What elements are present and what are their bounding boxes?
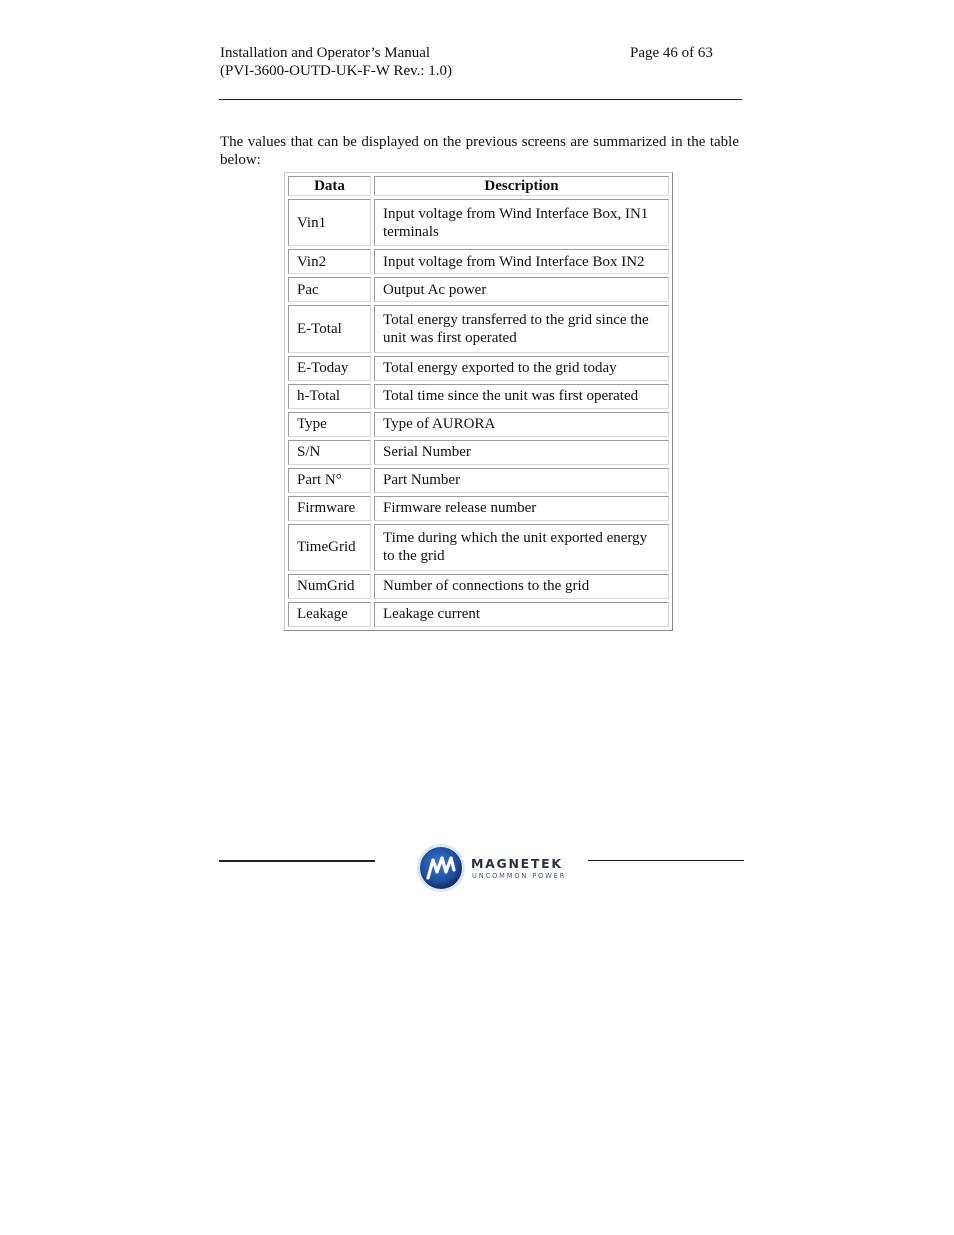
column-header-description: Description xyxy=(374,176,669,196)
cell-description: Input voltage from Wind Interface Box IN2 xyxy=(374,249,669,274)
cell-description: Type of AURORA xyxy=(374,412,669,437)
cell-data: Part N° xyxy=(288,468,371,493)
cell-description: Total energy exported to the grid today xyxy=(374,356,669,381)
cell-description: Total energy transferred to the grid since the unit was first operated xyxy=(374,305,669,352)
table-row xyxy=(288,249,669,274)
cell-description: Output Ac power xyxy=(374,277,669,302)
header-manual-title: Installation and Operator’s Manual xyxy=(220,45,431,61)
cell-data: h-Total xyxy=(288,384,371,409)
cell-data: Pac xyxy=(288,277,371,302)
table-row xyxy=(288,199,669,246)
table-row xyxy=(288,277,669,302)
cell-data: NumGrid xyxy=(288,574,371,599)
table-row xyxy=(288,468,669,493)
data-description-table xyxy=(284,172,673,631)
table-row xyxy=(288,602,669,627)
cell-data: E-Today xyxy=(288,356,371,381)
cell-data: Firmware xyxy=(288,496,371,521)
cell-data: Leakage xyxy=(288,602,371,627)
cell-description: Firmware release number xyxy=(374,496,669,521)
cell-data: Vin1 xyxy=(288,199,371,246)
cell-data: S/N xyxy=(288,440,371,465)
table-row xyxy=(288,496,669,521)
cell-data: Type xyxy=(288,412,371,437)
footer-divider-left xyxy=(219,860,375,862)
header-document-id: (PVI-3600-OUTD-UK-F-W Rev.: 1.0) xyxy=(220,63,453,79)
table-row xyxy=(288,524,669,571)
cell-description: Number of connections to the grid xyxy=(374,574,669,599)
table-row xyxy=(288,412,669,437)
column-header-data: Data xyxy=(288,176,371,196)
cell-description: Part Number xyxy=(374,468,669,493)
cell-data: TimeGrid xyxy=(288,524,371,571)
footer-divider-right xyxy=(588,860,744,861)
cell-description: Leakage current xyxy=(374,602,669,627)
logo-name: MAGNETEK xyxy=(471,856,563,871)
table-header-row xyxy=(288,176,669,196)
intro-paragraph: The values that can be displayed on the previous screens are summarized in the table below: xyxy=(220,134,739,168)
header-divider xyxy=(219,99,742,100)
table-row xyxy=(288,574,669,599)
cell-data: E-Total xyxy=(288,305,371,352)
table-row xyxy=(288,440,669,465)
cell-description: Time during which the unit exported energy to the grid xyxy=(374,524,669,571)
table-row xyxy=(288,305,669,352)
logo-tagline: UNCOMMON POWER xyxy=(472,872,567,880)
cell-description: Serial Number xyxy=(374,440,669,465)
header-page-number: Page 46 of 63 xyxy=(630,45,713,61)
cell-data: Vin2 xyxy=(288,249,371,274)
cell-description: Input voltage from Wind Interface Box, IN1 terminals xyxy=(374,199,669,246)
cell-description: Total time since the unit was first operated xyxy=(374,384,669,409)
table-row xyxy=(288,356,669,381)
table-row xyxy=(288,384,669,409)
